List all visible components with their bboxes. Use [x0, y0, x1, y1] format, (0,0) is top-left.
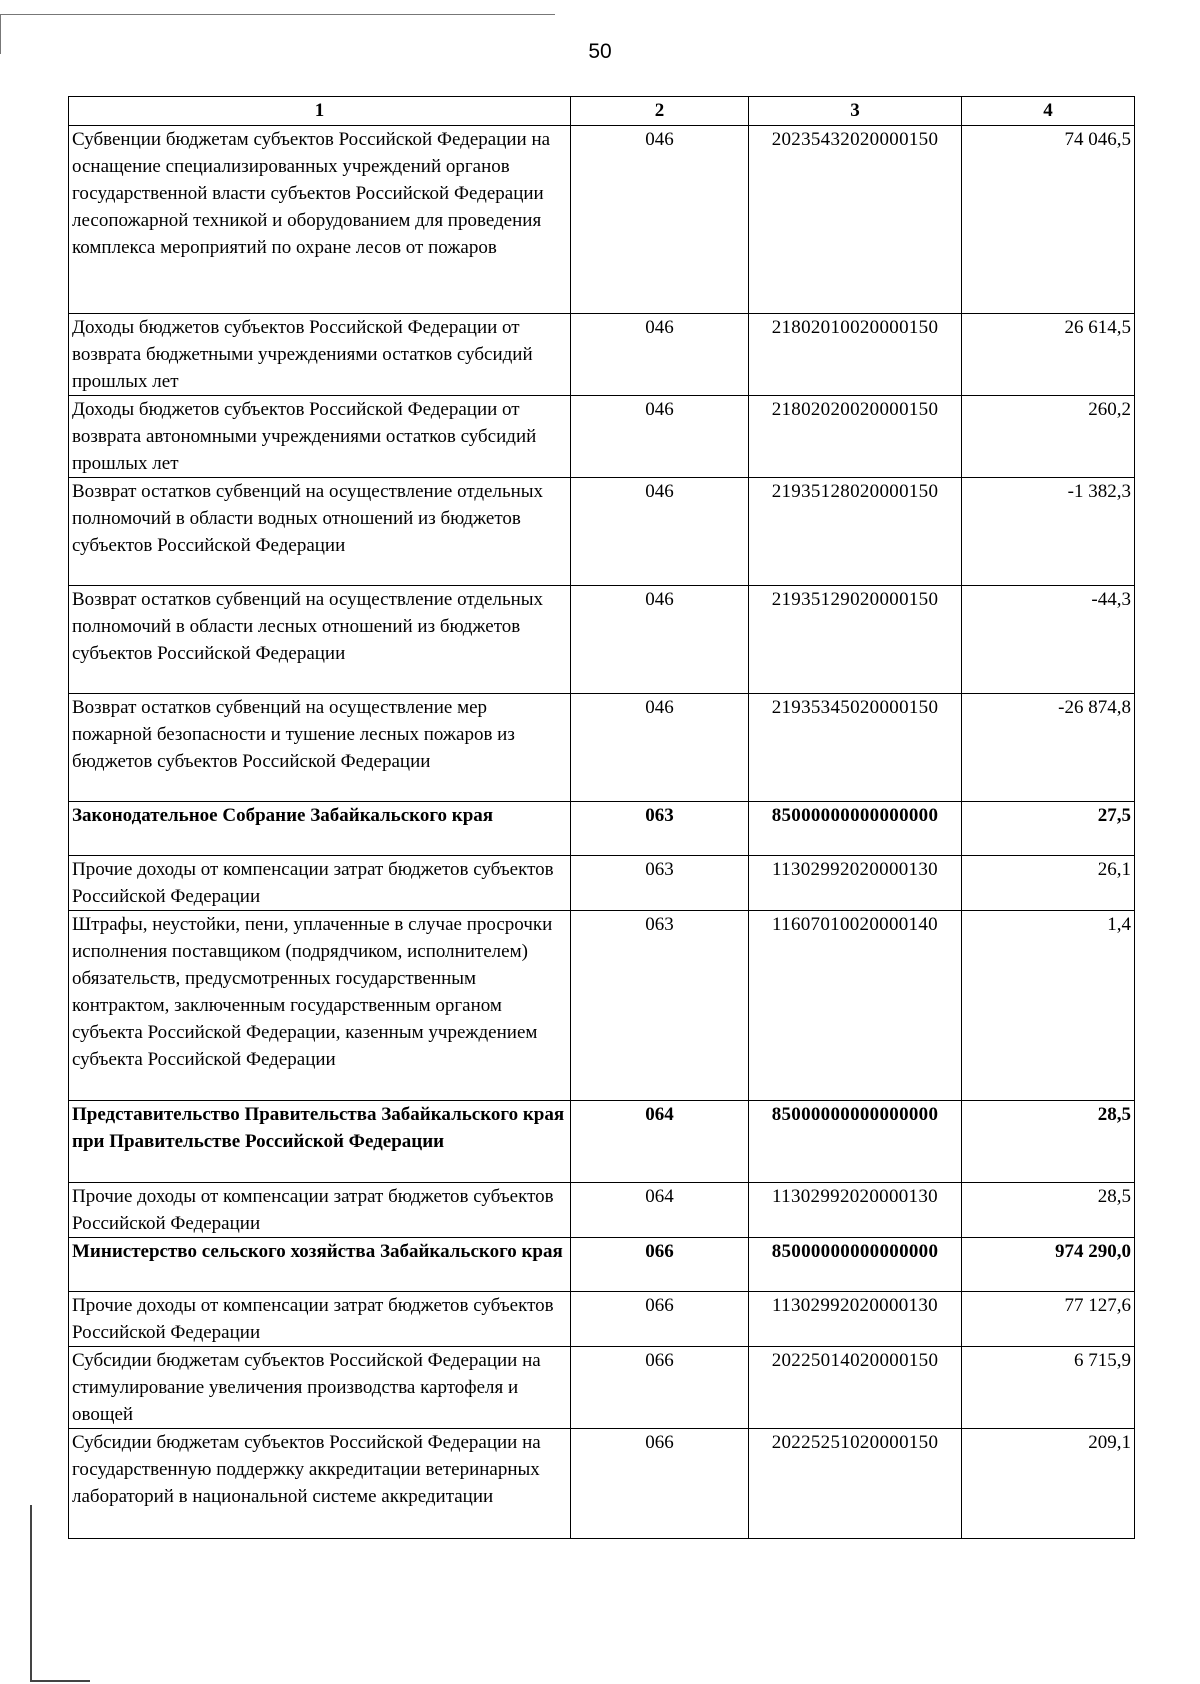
row-name-cell: Законодательное Собрание Забайкальского края [69, 802, 571, 856]
row-kbk-cell: 20225251020000150 [749, 1429, 962, 1539]
row-amount-cell: 28,5 [962, 1183, 1135, 1238]
table-row [69, 1429, 1135, 1539]
table-row [69, 911, 1135, 1101]
row-kbk-cell: 21935128020000150 [749, 478, 962, 586]
row-name-cell: Доходы бюджетов субъектов Российской Федерации от возврата автономными учреждениями остатков субсидий прошлых лет [69, 396, 571, 478]
table-row [69, 478, 1135, 586]
column-header-3: 3 [749, 97, 962, 126]
row-code-cell: 064 [571, 1183, 749, 1238]
scan-edge-bottom [30, 1680, 90, 1682]
row-amount-cell: 77 127,6 [962, 1292, 1135, 1347]
row-code-cell: 063 [571, 911, 749, 1101]
table-row [69, 694, 1135, 802]
table-row [69, 586, 1135, 694]
row-name-cell: Министерство сельского хозяйства Забайкальского края [69, 1238, 571, 1292]
row-code-cell: 046 [571, 314, 749, 396]
row-code-cell: 046 [571, 396, 749, 478]
row-amount-cell: 74 046,5 [962, 126, 1135, 314]
column-header-2: 2 [571, 97, 749, 126]
row-kbk-cell: 21802020020000150 [749, 396, 962, 478]
row-kbk-cell: 21935129020000150 [749, 586, 962, 694]
row-kbk-cell: 85000000000000000 [749, 1101, 962, 1183]
table-row [69, 1101, 1135, 1183]
row-code-cell: 066 [571, 1238, 749, 1292]
row-name-cell: Субсидии бюджетам субъектов Российской Федерации на стимулирование увеличения производства картофеля и овощей [69, 1347, 571, 1429]
row-kbk-cell: 85000000000000000 [749, 1238, 962, 1292]
row-name-cell: Штрафы, неустойки, пени, уплаченные в случае просрочки исполнения поставщиком (подрядчиком, исполнителем) обязательств, предусмотренных государственным контрактом, заключенным государственным органом субъекта Российской Федерации, казенным учреждением субъекта Российской Федерации [69, 911, 571, 1101]
table-row [69, 802, 1135, 856]
row-code-cell: 046 [571, 478, 749, 586]
row-amount-cell: 27,5 [962, 802, 1135, 856]
row-name-cell: Возврат остатков субвенций на осуществление мер пожарной безопасности и тушение лесных пожаров из бюджетов субъектов Российской Федерации [69, 694, 571, 802]
table-row [69, 396, 1135, 478]
table-row [69, 1347, 1135, 1429]
row-name-cell: Субсидии бюджетам субъектов Российской Федерации на государственную поддержку аккредитации ветеринарных лабораторий в национальной системе аккредитации [69, 1429, 571, 1539]
row-code-cell: 046 [571, 586, 749, 694]
row-name-cell: Прочие доходы от компенсации затрат бюджетов субъектов Российской Федерации [69, 856, 571, 911]
row-kbk-cell: 21802010020000150 [749, 314, 962, 396]
table-row [69, 1183, 1135, 1238]
row-amount-cell: 26 614,5 [962, 314, 1135, 396]
row-name-cell: Представительство Правительства Забайкальского края при Правительстве Российской Федерации [69, 1101, 571, 1183]
row-kbk-cell: 11302992020000130 [749, 856, 962, 911]
row-code-cell: 066 [571, 1347, 749, 1429]
row-amount-cell: -44,3 [962, 586, 1135, 694]
row-amount-cell: 260,2 [962, 396, 1135, 478]
row-amount-cell: -1 382,3 [962, 478, 1135, 586]
page-number: 50 [588, 40, 612, 63]
row-amount-cell: 6 715,9 [962, 1347, 1135, 1429]
row-amount-cell: 1,4 [962, 911, 1135, 1101]
row-kbk-cell: 85000000000000000 [749, 802, 962, 856]
row-code-cell: 066 [571, 1429, 749, 1539]
table-row [69, 856, 1135, 911]
row-amount-cell: 209,1 [962, 1429, 1135, 1539]
row-code-cell: 063 [571, 802, 749, 856]
row-amount-cell: 28,5 [962, 1101, 1135, 1183]
table-row [69, 126, 1135, 314]
row-name-cell: Возврат остатков субвенций на осуществление отдельных полномочий в области лесных отношений из бюджетов субъектов Российской Федерации [69, 586, 571, 694]
table-row [69, 314, 1135, 396]
row-code-cell: 064 [571, 1101, 749, 1183]
row-code-cell: 063 [571, 856, 749, 911]
table-row [69, 1238, 1135, 1292]
row-kbk-cell: 11302992020000130 [749, 1183, 962, 1238]
row-name-cell: Прочие доходы от компенсации затрат бюджетов субъектов Российской Федерации [69, 1183, 571, 1238]
row-name-cell: Субвенции бюджетам субъектов Российской Федерации на оснащение специализированных учреждений органов государственной власти субъектов Российской Федерации лесопожарной техникой и оборудованием для проведения комплекса мероприятий по охране лесов от пожаров [69, 126, 571, 314]
row-kbk-cell: 11607010020000140 [749, 911, 962, 1101]
row-kbk-cell: 21935345020000150 [749, 694, 962, 802]
table-header-row [69, 97, 1135, 126]
row-code-cell: 046 [571, 694, 749, 802]
row-amount-cell: -26 874,8 [962, 694, 1135, 802]
table-row [69, 1292, 1135, 1347]
scan-edge-top [0, 14, 555, 15]
row-kbk-cell: 20235432020000150 [749, 126, 962, 314]
row-code-cell: 046 [571, 126, 749, 314]
column-header-1: 1 [69, 97, 571, 126]
table-body [69, 126, 1135, 1539]
budget-revenue-table [68, 96, 1135, 1539]
scan-edge-left-bottom [30, 1505, 32, 1680]
row-name-cell: Доходы бюджетов субъектов Российской Федерации от возврата бюджетными учреждениями остатков субсидий прошлых лет [69, 314, 571, 396]
row-amount-cell: 974 290,0 [962, 1238, 1135, 1292]
column-header-4: 4 [962, 97, 1135, 126]
row-amount-cell: 26,1 [962, 856, 1135, 911]
row-name-cell: Прочие доходы от компенсации затрат бюджетов субъектов Российской Федерации [69, 1292, 571, 1347]
row-kbk-cell: 20225014020000150 [749, 1347, 962, 1429]
row-kbk-cell: 11302992020000130 [749, 1292, 962, 1347]
row-name-cell: Возврат остатков субвенций на осуществление отдельных полномочий в области водных отношений из бюджетов субъектов Российской Федерации [69, 478, 571, 586]
row-code-cell: 066 [571, 1292, 749, 1347]
